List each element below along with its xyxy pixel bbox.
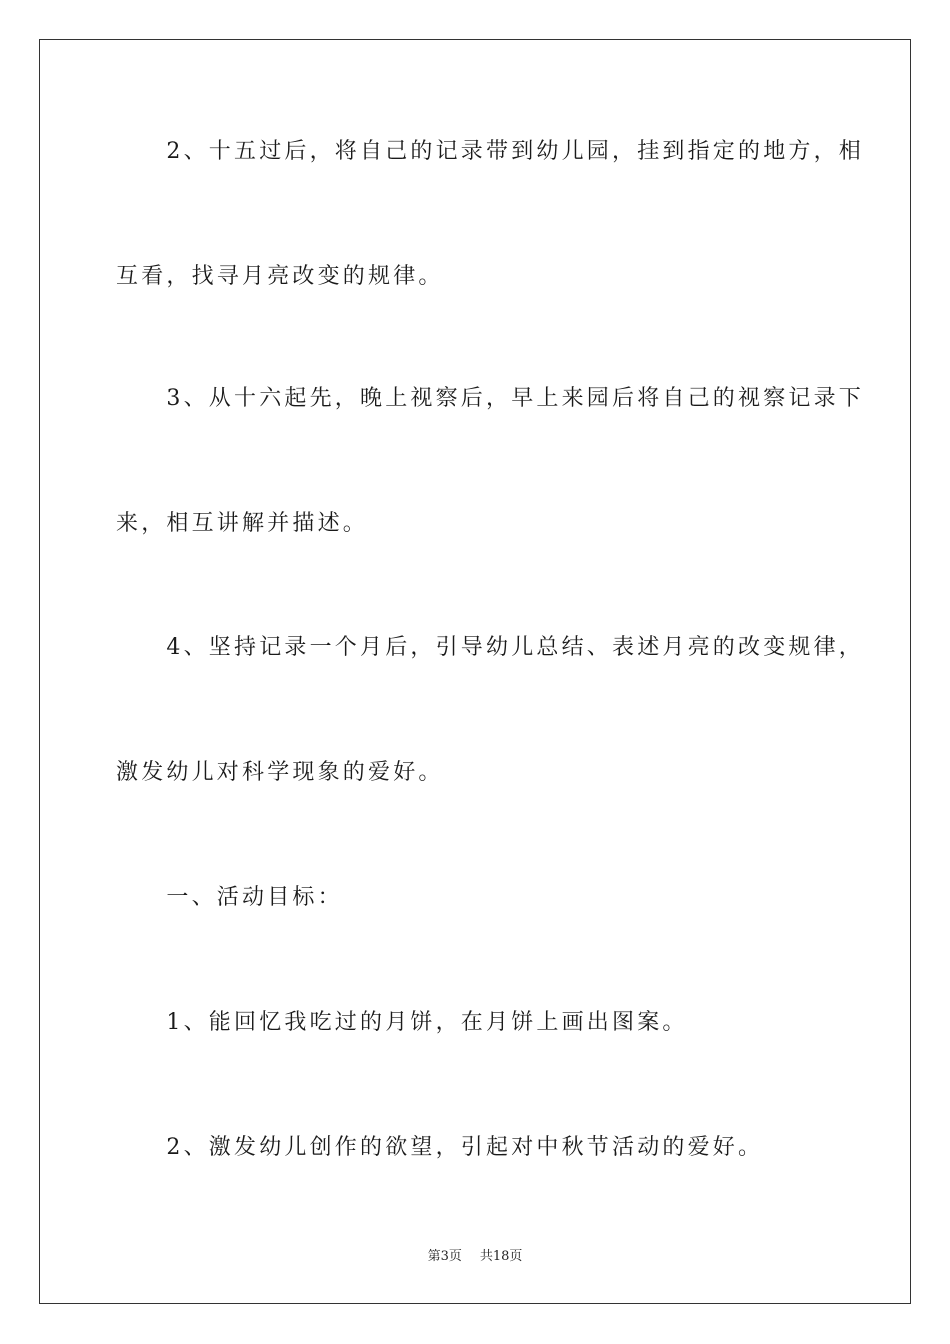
paragraph-line: 3、从十六起先，晚上视察后，早上来园后将自己的视察记录下 xyxy=(116,386,864,411)
paragraph-line: 2、激发幼儿创作的欲望，引起对中秋节活动的爱好。 xyxy=(116,1135,764,1160)
paragraph-line: 4、坚持记录一个月后，引导幼儿总结、表述月亮的改变规律， xyxy=(116,635,864,660)
page-border xyxy=(39,39,911,1304)
page-number: 第3页 xyxy=(427,1249,462,1264)
section-heading: 一、活动目标： xyxy=(116,885,343,910)
page-total: 共18页 xyxy=(479,1249,523,1264)
paragraph-line: 互看，找寻月亮改变的规律。 xyxy=(116,264,444,289)
paragraph-line: 激发幼儿对科学现象的爱好。 xyxy=(116,760,444,785)
paragraph-line: 来，相互讲解并描述。 xyxy=(116,511,369,536)
paragraph-line: 2、十五过后，将自己的记录带到幼儿园，挂到指定的地方，相 xyxy=(116,139,864,164)
page-footer xyxy=(0,1248,950,1266)
paragraph-line: 1、能回忆我吃过的月饼，在月饼上画出图案。 xyxy=(116,1010,688,1035)
